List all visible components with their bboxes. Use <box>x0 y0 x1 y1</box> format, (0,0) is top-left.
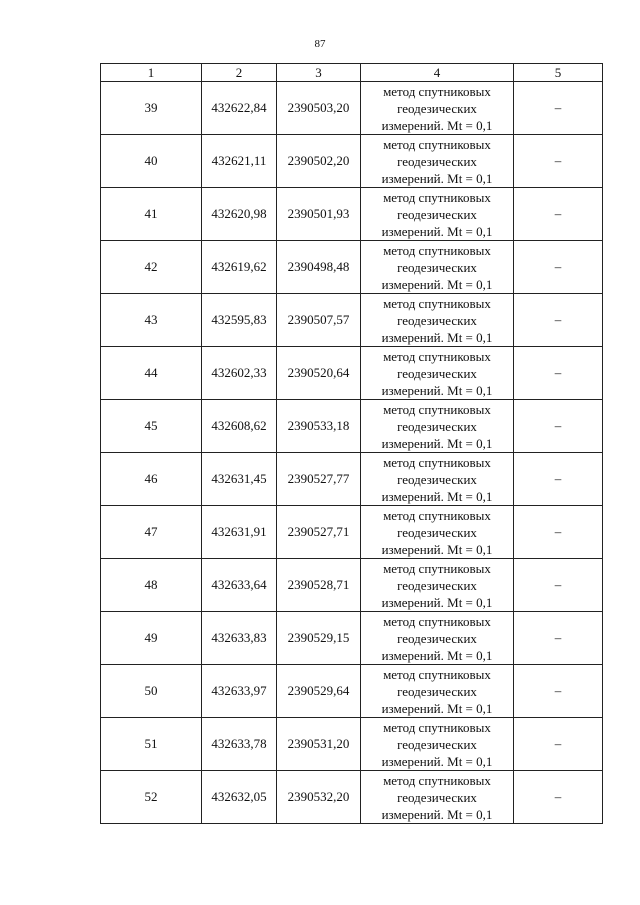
y-coordinate: 2390498,48 <box>277 241 361 294</box>
column-5-value: – <box>514 612 603 665</box>
table-row <box>101 559 603 612</box>
table-row <box>101 453 603 506</box>
y-coordinate: 2390529,15 <box>277 612 361 665</box>
x-coordinate: 432608,62 <box>202 400 277 453</box>
x-coordinate: 432633,83 <box>202 612 277 665</box>
point-number: 46 <box>101 453 202 506</box>
y-coordinate: 2390507,57 <box>277 294 361 347</box>
table-row <box>101 612 603 665</box>
measurement-method-cell <box>361 612 514 665</box>
y-coordinate: 2390529,64 <box>277 665 361 718</box>
measurement-method: метод спутниковых геодезических измерений. Mt = 0,1 <box>381 560 493 610</box>
table-row <box>101 506 603 559</box>
measurement-method: метод спутниковых геодезических измерений. Mt = 0,1 <box>381 83 493 133</box>
measurement-method: метод спутниковых геодезических измерений. Mt = 0,1 <box>381 189 493 239</box>
y-coordinate: 2390527,71 <box>277 506 361 559</box>
header-col-5: 5 <box>514 64 603 82</box>
x-coordinate: 432602,33 <box>202 347 277 400</box>
y-coordinate: 2390531,20 <box>277 718 361 771</box>
measurement-method: метод спутниковых геодезических измерений. Mt = 0,1 <box>381 454 493 504</box>
table-row <box>101 665 603 718</box>
y-coordinate: 2390520,64 <box>277 347 361 400</box>
y-coordinate: 2390502,20 <box>277 135 361 188</box>
header-col-1: 1 <box>101 64 202 82</box>
measurement-method-cell <box>361 135 514 188</box>
table-row <box>101 135 603 188</box>
column-5-value: – <box>514 506 603 559</box>
measurement-method-cell <box>361 294 514 347</box>
column-5-value: – <box>514 82 603 135</box>
measurement-method: метод спутниковых геодезических измерений. Mt = 0,1 <box>381 719 493 769</box>
x-coordinate: 432620,98 <box>202 188 277 241</box>
point-number: 48 <box>101 559 202 612</box>
table-row <box>101 188 603 241</box>
measurement-method: метод спутниковых геодезических измерений. Mt = 0,1 <box>381 348 493 398</box>
y-coordinate: 2390503,20 <box>277 82 361 135</box>
point-number: 49 <box>101 612 202 665</box>
column-5-value: – <box>514 665 603 718</box>
x-coordinate: 432622,84 <box>202 82 277 135</box>
table-header-row <box>101 64 603 82</box>
measurement-method: метод спутниковых геодезических измерений. Mt = 0,1 <box>381 772 493 822</box>
measurement-method: метод спутниковых геодезических измерений. Mt = 0,1 <box>381 242 493 292</box>
x-coordinate: 432633,97 <box>202 665 277 718</box>
column-5-value: – <box>514 771 603 824</box>
table-row <box>101 771 603 824</box>
table-row <box>101 241 603 294</box>
column-5-value: – <box>514 188 603 241</box>
point-number: 44 <box>101 347 202 400</box>
x-coordinate: 432619,62 <box>202 241 277 294</box>
column-5-value: – <box>514 559 603 612</box>
table-row <box>101 400 603 453</box>
x-coordinate: 432621,11 <box>202 135 277 188</box>
x-coordinate: 432631,45 <box>202 453 277 506</box>
table-row <box>101 718 603 771</box>
table-row <box>101 347 603 400</box>
coordinates-table <box>100 63 603 824</box>
measurement-method-cell <box>361 771 514 824</box>
measurement-method: метод спутниковых геодезических измерений. Mt = 0,1 <box>381 613 493 663</box>
point-number: 47 <box>101 506 202 559</box>
header-col-4: 4 <box>361 64 514 82</box>
column-5-value: – <box>514 400 603 453</box>
point-number: 50 <box>101 665 202 718</box>
measurement-method-cell <box>361 347 514 400</box>
measurement-method: метод спутниковых геодезических измерений. Mt = 0,1 <box>381 666 493 716</box>
point-number: 51 <box>101 718 202 771</box>
column-5-value: – <box>514 453 603 506</box>
x-coordinate: 432595,83 <box>202 294 277 347</box>
x-coordinate: 432632,05 <box>202 771 277 824</box>
measurement-method-cell <box>361 559 514 612</box>
x-coordinate: 432631,91 <box>202 506 277 559</box>
column-5-value: – <box>514 241 603 294</box>
x-coordinate: 432633,78 <box>202 718 277 771</box>
measurement-method: метод спутниковых геодезических измерений. Mt = 0,1 <box>381 136 493 186</box>
measurement-method-cell <box>361 82 514 135</box>
x-coordinate: 432633,64 <box>202 559 277 612</box>
measurement-method-cell <box>361 188 514 241</box>
table-row <box>101 82 603 135</box>
measurement-method-cell <box>361 400 514 453</box>
point-number: 41 <box>101 188 202 241</box>
column-5-value: – <box>514 294 603 347</box>
point-number: 52 <box>101 771 202 824</box>
y-coordinate: 2390501,93 <box>277 188 361 241</box>
measurement-method: метод спутниковых геодезических измерений. Mt = 0,1 <box>381 507 493 557</box>
table-row <box>101 294 603 347</box>
point-number: 43 <box>101 294 202 347</box>
measurement-method: метод спутниковых геодезических измерений. Mt = 0,1 <box>381 401 493 451</box>
table-body <box>101 82 603 824</box>
y-coordinate: 2390528,71 <box>277 559 361 612</box>
header-col-2: 2 <box>202 64 277 82</box>
column-5-value: – <box>514 347 603 400</box>
measurement-method-cell <box>361 453 514 506</box>
measurement-method-cell <box>361 665 514 718</box>
point-number: 40 <box>101 135 202 188</box>
measurement-method: метод спутниковых геодезических измерений. Mt = 0,1 <box>381 295 493 345</box>
point-number: 42 <box>101 241 202 294</box>
measurement-method-cell <box>361 718 514 771</box>
point-number: 39 <box>101 82 202 135</box>
point-number: 45 <box>101 400 202 453</box>
y-coordinate: 2390527,77 <box>277 453 361 506</box>
measurement-method-cell <box>361 506 514 559</box>
page-number: 87 <box>314 38 326 50</box>
measurement-method-cell <box>361 241 514 294</box>
y-coordinate: 2390533,18 <box>277 400 361 453</box>
header-col-3: 3 <box>277 64 361 82</box>
column-5-value: – <box>514 718 603 771</box>
column-5-value: – <box>514 135 603 188</box>
y-coordinate: 2390532,20 <box>277 771 361 824</box>
